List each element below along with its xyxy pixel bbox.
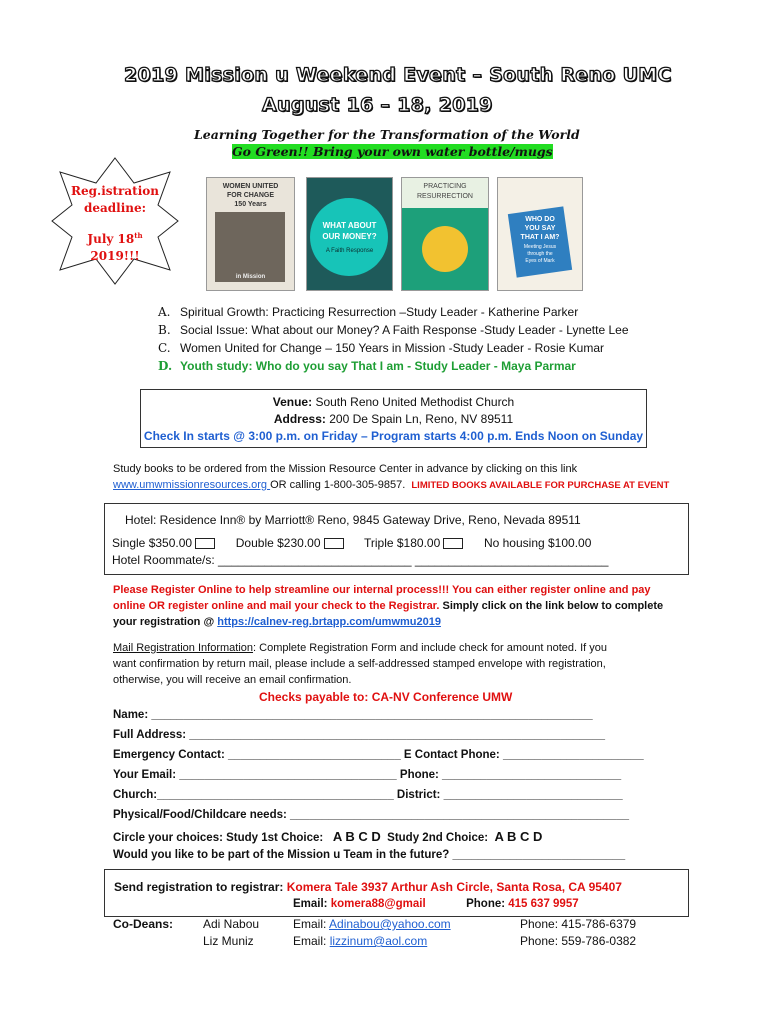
book-cover-who-do-you-say: WHO DO YOU SAY THAT I AM? Meeting Jesus through the Eyes of Mark <box>497 177 583 291</box>
study-books-note: Study books to be ordered from the Mission Resource Center in advance by clicking on this link <box>113 463 578 475</box>
no-housing-rate: No housing $100.00 <box>483 536 592 550</box>
single-checkbox[interactable] <box>195 538 215 549</box>
event-title: 2019 Mission u Weekend Event – South Reno UMC <box>124 64 672 86</box>
church-district-field[interactable]: Church:_____________________________________ District: ____________________________ <box>113 789 623 801</box>
address-field[interactable]: Full Address: _________________________________________________________________ <box>113 729 605 741</box>
address-line: Address: 200 De Spain Ln, Reno, NV 89511 <box>273 412 514 426</box>
hotel-box <box>104 503 689 575</box>
email-phone-field[interactable]: Your Email: __________________________________ Phone: ____________________________ <box>113 769 622 781</box>
event-dates: August 16 – 18, 2019 <box>262 94 493 116</box>
study-item-d: D. Youth study: Who do you say That I am - Study Leader - Maya Parmar <box>158 359 576 373</box>
codean-phone-1: Phone: 415-786-6379 <box>520 917 637 931</box>
needs-field[interactable]: Physical/Food/Childcare needs: _____________________________________________________ <box>113 809 629 821</box>
send-registration-line: Send registration to registrar: Komera Tale 3937 Arthur Ash Circle, Santa Rosa, CA 95407 <box>114 880 622 894</box>
go-green-note: Go Green!! Bring your own water bottle/mugs <box>232 144 553 159</box>
codean-email-2: Email: lizzinum@aol.com <box>293 934 428 948</box>
codean-email-link-1[interactable]: Adinabou@yahoo.com <box>329 917 451 931</box>
hotel-title: Hotel: Residence Inn® by Marriott® Reno, 9845 Gateway Drive, Reno, Nevada 89511 <box>125 513 581 527</box>
codean-email-link-2[interactable]: lizzinum@aol.com <box>329 934 428 948</box>
registration-url-link[interactable]: https://calnev-reg.brtapp.com/umwmu2019 <box>217 616 441 628</box>
triple-checkbox[interactable] <box>443 538 463 549</box>
register-online-line2: online OR register online and mail your check to the Registrar. Simply click on the link below to complete <box>113 600 664 612</box>
codeans-label: Co-Deans: <box>113 917 174 931</box>
deadline-label-2: deadline: <box>83 201 147 215</box>
registrar-box <box>104 869 689 917</box>
book-cover-what-about-our-money: WHAT ABOUT OUR MONEY? A Faith Response <box>306 177 393 291</box>
hotel-roommate[interactable]: Hotel Roommate/s: _____________________________ _____________________________ <box>112 553 609 567</box>
codean-name-2: Liz Muniz <box>203 934 254 948</box>
name-field[interactable]: Name: _____________________________________________________________________ <box>113 709 593 721</box>
single-rate: Single $350.00 <box>112 536 215 550</box>
study-item-a: A. Spiritual Growth: Practicing Resurrection –Study Leader - Katherine Parker <box>158 305 579 319</box>
venue-line: Venue: South Reno United Methodist Church <box>272 395 515 409</box>
book-cover-women-united: WOMEN UNITED FOR CHANGE 150 Years in Mission <box>206 177 295 291</box>
mail-info-line3: otherwise, you will receive an email confirmation. <box>113 674 352 686</box>
codean-name-1: Adi Nabou <box>203 917 260 931</box>
mission-resources-link[interactable]: www.umwmissionresources.org <box>113 479 271 491</box>
codean-email-1: Email: Adinabou@yahoo.com <box>293 917 451 931</box>
book-cover-practicing-resurrection: PRACTICING RESURRECTION <box>401 177 489 291</box>
deadline-date: July 18th <box>87 231 143 246</box>
mail-info-line1: Mail Registration Information: Complete Registration Form and include check for amount noted. If you <box>113 642 608 654</box>
tagline: Learning Together for the Transformation of the World <box>194 127 580 142</box>
study-choices[interactable]: Circle your choices: Study 1st Choice: A B C D Study 2nd Choice: A B C D <box>113 829 543 844</box>
checkin-line: Check In starts @ 3:00 p.m. on Friday – Program starts 4:00 p.m. Ends Noon on Sunday <box>143 429 644 443</box>
study-books-line2: www.umwmissionresources.org OR calling 1-800-305-9857. LIMITED BOOKS AVAILABLE FOR PURCHASE AT EVENT <box>113 479 670 491</box>
deadline-label-1: Reg.istration <box>71 184 159 198</box>
deadline-star <box>50 156 180 286</box>
mail-info-line2: want confirmation by return mail, please include a self-addressed stamped envelope with registration, <box>113 658 606 670</box>
venue-box <box>140 389 647 448</box>
hotel-rates <box>112 536 591 550</box>
mission-team-field[interactable]: Would you like to be part of the Mission u Team in the future? ___________________________ <box>113 849 626 861</box>
study-item-b: B. Social Issue: What about our Money? A Faith Response -Study Leader - Lynette Lee <box>158 323 629 337</box>
study-item-c: C. Women United for Change – 150 Years in Mission -Study Leader - Rosie Kumar <box>158 341 605 355</box>
codean-phone-2: Phone: 559-786-0382 <box>520 934 637 948</box>
study-list <box>158 305 718 377</box>
emergency-contact-field[interactable]: Emergency Contact: ___________________________ E Contact Phone: ______________________ <box>113 749 644 761</box>
double-checkbox[interactable] <box>324 538 344 549</box>
register-online-line1: Please Register Online to help streamline our internal process!!! You can either register online and pay <box>113 584 651 596</box>
deadline-year: 2019!!! <box>90 249 140 263</box>
registrar-email-phone: Email: komera88@gmail Phone: 415 637 9957 <box>293 898 579 910</box>
double-rate: Double $230.00 <box>236 536 344 550</box>
triple-rate: Triple $180.00 <box>364 536 463 550</box>
register-online-line3: your registration @ https://calnev-reg.brtapp.com/umwmu2019 <box>113 616 441 628</box>
checks-payable: Checks payable to: CA-NV Conference UMW <box>259 690 513 704</box>
